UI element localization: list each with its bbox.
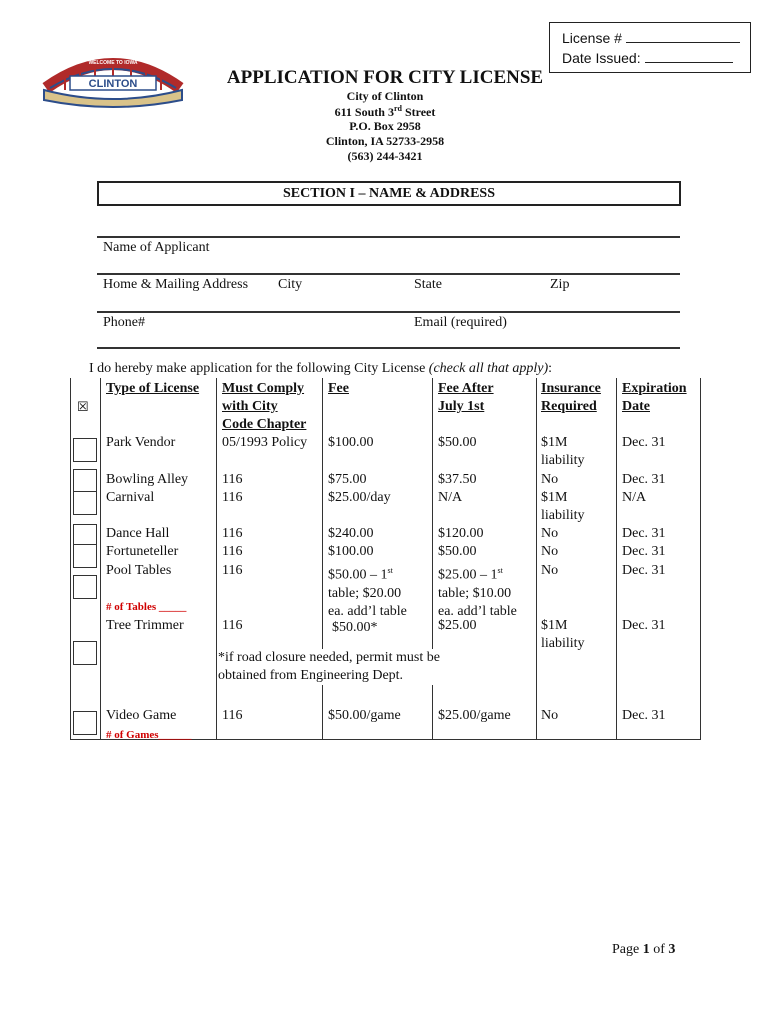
column-divider xyxy=(536,378,537,740)
park-vendor-checkbox[interactable] xyxy=(73,438,97,462)
table-cell: 116 xyxy=(222,708,243,723)
po-box: P.O. Box 2958 xyxy=(349,119,421,133)
page-title: APPLICATION FOR CITY LICENSE xyxy=(226,67,544,88)
svg-text:CLINTON: CLINTON xyxy=(88,78,138,90)
address-field[interactable] xyxy=(97,311,680,313)
zip-label: Zip xyxy=(550,277,570,292)
city-name: City of Clinton xyxy=(346,89,424,103)
section-title: SECTION I – NAME & ADDRESS xyxy=(97,181,681,206)
table-cell: Dec. 31 xyxy=(622,472,666,487)
pool-tables-checkbox[interactable] xyxy=(73,575,97,599)
table-cell: $50.00 xyxy=(438,435,477,450)
instruction-text: I do hereby make application for the following City License (check all that apply): xyxy=(89,361,553,376)
table-cell: N/A xyxy=(438,490,463,505)
table-cell: Video Game xyxy=(106,708,177,723)
header-fee: Fee xyxy=(328,381,349,396)
header-expiration: Expiration Date xyxy=(622,381,687,414)
name-label: Name of Applicant xyxy=(103,240,210,255)
table-cell: No xyxy=(541,708,559,723)
table-cell: $120.00 xyxy=(438,526,484,541)
table-cell: Dec. 31 xyxy=(622,435,666,450)
column-divider xyxy=(322,378,323,740)
phone-number: (563) 244-3421 xyxy=(347,149,423,163)
table-cell: No xyxy=(541,472,559,487)
header-type: Type of License xyxy=(106,381,200,396)
date-issued-blank[interactable] xyxy=(645,50,733,63)
table-cell: $100.00 xyxy=(328,544,374,559)
page-number: Page 1 of 3 xyxy=(612,942,676,957)
divider xyxy=(97,236,680,238)
table-cell: No xyxy=(541,526,559,541)
table-cell: Fortuneteller xyxy=(106,544,179,559)
table-cell: $50.00 – 1st table; $20.00 ea. add’l table xyxy=(328,566,407,619)
city-label: City xyxy=(278,277,303,292)
table-cell: 116 xyxy=(222,490,243,505)
table-cell: 05/1993 Policy xyxy=(222,435,308,450)
table-cell: 116 xyxy=(222,526,243,541)
phone-email-field[interactable] xyxy=(97,347,680,349)
table-cell: N/A xyxy=(622,490,647,505)
column-divider xyxy=(432,378,433,740)
license-number-line[interactable] xyxy=(562,30,740,46)
license-number-label: License # xyxy=(562,30,622,46)
table-cell: No xyxy=(541,544,559,559)
table-cell: 116 xyxy=(222,563,243,578)
road-closure-note: *if road closure needed, permit must be obtained from Engineering Dept. xyxy=(218,650,440,683)
table-cell: Dance Hall xyxy=(106,526,170,541)
email-label: Email (required) xyxy=(414,315,507,330)
table-cell: Carnival xyxy=(106,490,155,505)
header-insurance: Insurance Required xyxy=(541,381,601,414)
table-cell: $1M liability xyxy=(541,490,585,523)
column-divider xyxy=(100,378,101,740)
table-cell: $1M liability xyxy=(541,618,585,651)
table-border xyxy=(700,378,701,740)
table-cell: No xyxy=(541,563,559,578)
header-check-icon: ☒ xyxy=(77,399,89,414)
table-cell: $25.00 xyxy=(438,618,477,633)
state-label: State xyxy=(414,277,442,292)
svg-text:WELCOME TO IOWA: WELCOME TO IOWA xyxy=(88,60,138,66)
table-cell: $1M liability xyxy=(541,435,585,468)
table-cell: 116 xyxy=(222,618,243,633)
games-count-field[interactable]: # of Games______ xyxy=(106,729,192,741)
table-cell: $50.00/game xyxy=(328,708,401,723)
carnival-checkbox[interactable] xyxy=(73,491,97,515)
header-comply: Must Comply with City Code Chapter xyxy=(222,381,307,432)
table-border xyxy=(70,378,71,740)
table-cell: Dec. 31 xyxy=(622,618,666,633)
table-cell: $50.00 xyxy=(438,544,477,559)
bowling-alley-checkbox[interactable] xyxy=(73,469,97,493)
table-cell: 116 xyxy=(222,472,243,487)
phone-label: Phone# xyxy=(103,315,145,330)
column-divider xyxy=(216,378,217,740)
table-cell: Dec. 31 xyxy=(622,563,666,578)
table-cell: $25.00 – 1st table; $10.00 ea. add’l table xyxy=(438,566,517,619)
license-number-blank[interactable] xyxy=(626,30,740,43)
table-cell: $240.00 xyxy=(328,526,374,541)
table-cell: Dec. 31 xyxy=(622,544,666,559)
table-cell: $100.00 xyxy=(328,435,374,450)
table-cell: Tree Trimmer xyxy=(106,618,184,633)
table-cell: $50.00* xyxy=(332,620,378,635)
date-issued-line[interactable] xyxy=(562,50,733,66)
tables-count-field[interactable]: # of Tables _____ xyxy=(106,601,187,613)
table-cell: Park Vendor xyxy=(106,435,176,450)
table-cell: $37.50 xyxy=(438,472,477,487)
license-box xyxy=(549,22,751,73)
header-fee-after: Fee After July 1st xyxy=(438,381,494,414)
table-cell: Pool Tables xyxy=(106,563,172,578)
fortuneteller-checkbox[interactable] xyxy=(73,544,97,568)
address-label: Home & Mailing Address xyxy=(103,277,249,292)
table-cell: $25.00/game xyxy=(438,708,511,723)
tree-trimmer-checkbox[interactable] xyxy=(73,641,97,665)
table-cell: 116 xyxy=(222,544,243,559)
table-cell: Dec. 31 xyxy=(622,708,666,723)
table-cell: Dec. 31 xyxy=(622,526,666,541)
city-state-zip: Clinton, IA 52733-2958 xyxy=(325,134,445,148)
name-field[interactable] xyxy=(97,273,680,275)
license-table xyxy=(70,378,700,740)
street-address: 611 South 3rd Street xyxy=(334,104,436,119)
column-divider xyxy=(616,378,617,740)
table-cell: $25.00/day xyxy=(328,490,391,505)
table-cell: $75.00 xyxy=(328,472,367,487)
date-issued-label: Date Issued: xyxy=(562,50,641,66)
table-cell: Bowling Alley xyxy=(106,472,189,487)
video-game-checkbox[interactable] xyxy=(73,711,97,735)
